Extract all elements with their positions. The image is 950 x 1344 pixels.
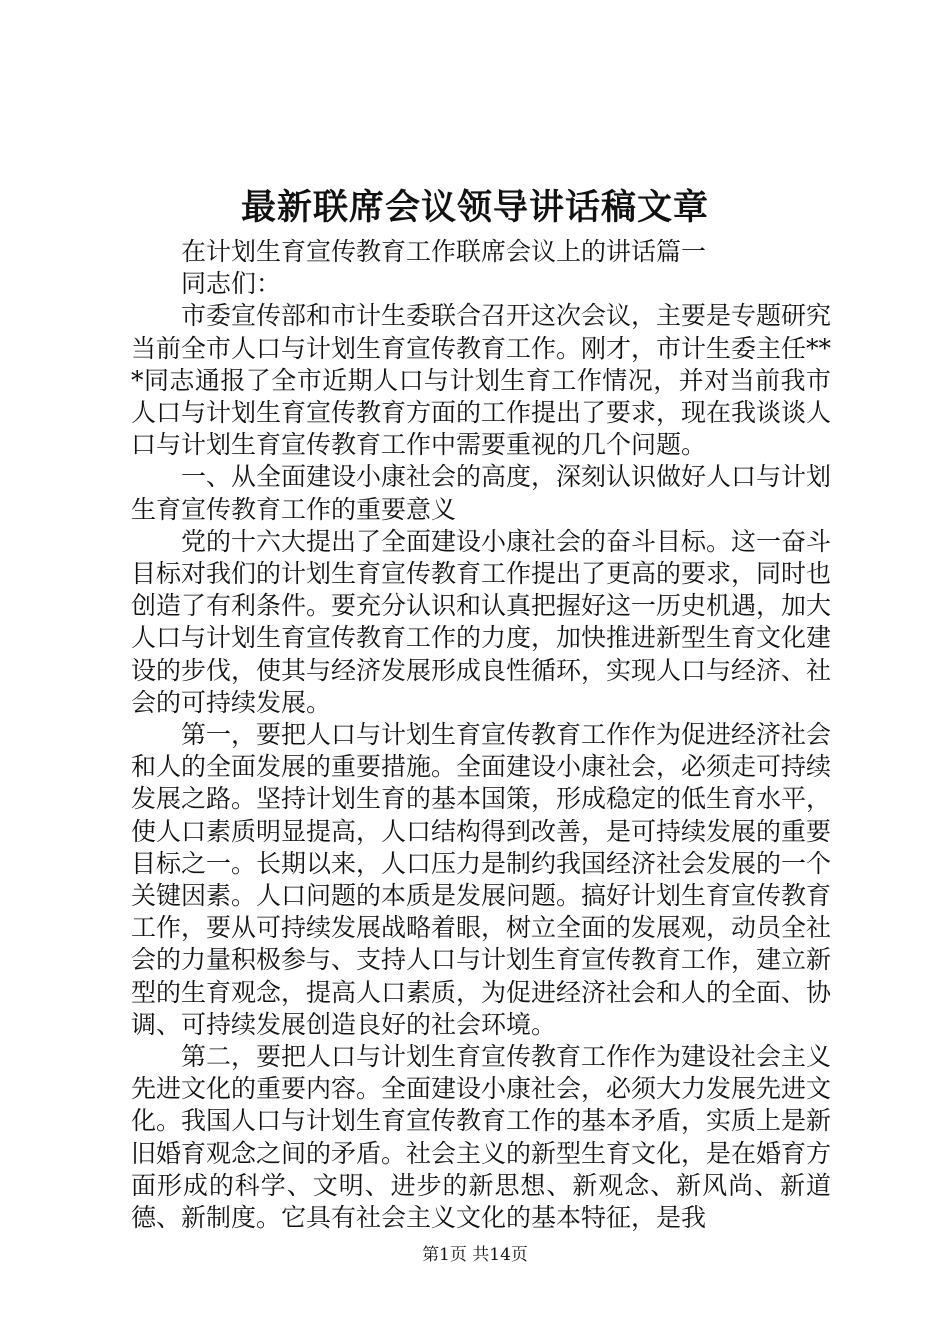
paragraph-point-two: 第二，要把人口与计划生育宣传教育工作作为建设社会主义先进文化的重要内容。全面建设小康社会，必须大力发展先进文化。我国人口与计划生育宣传教育工作的基本矛盾，实质上是新旧婚育观念之间的矛盾。社会主义的新型生育文化，是在婚育方面形成的科学、文明、进步的新思想、新观念、新风尚、新道德、新制度。它具有社会主义文化的基本特征，是我 xyxy=(131,1042,832,1233)
paragraph-section-heading: 一、从全面建设小康社会的高度，深刻认识做好人口与计划生育宣传教育工作的重要意义 xyxy=(131,462,832,524)
paragraph-goal: 党的十六大提出了全面建设小康社会的奋斗目标。这一奋斗目标对我们的计划生育宣传教育工作提出了更高的要求，同时也创造了有利条件。要充分认识和认真把握好这一历史机遇，加大人口与计划生育宣传教育工作的力度，加快推进新型生育文化建设的步伐，使其与经济发展形成良性循环，实现人口与经济、社会的可持续发展。 xyxy=(131,526,832,717)
paragraph-intro: 市委宣传部和市计生委联合召开这次会议，主要是专题研究当前全市人口与计划生育宣传教育工作。刚才，市计生委主任***同志通报了全市近期人口与计划生育工作情况，并对当前我市人口与计划生育宣传教育方面的工作提出了要求，现在我谈谈人口与计划生育宣传教育工作中需要重视的几个问题。 xyxy=(131,301,832,460)
document-title: 最新联席会议领导讲话稿文章 xyxy=(240,187,709,228)
paragraph-subtitle: 在计划生育宣传教育工作联席会议上的讲话篇一 xyxy=(181,237,707,266)
document-body xyxy=(131,236,831,1234)
paragraph-point-one: 第一，要把人口与计划生育宣传教育工作作为促进经济社会和人的全面发展的重要措施。全面建设小康社会，必须走可持续发展之路。坚持计划生育的基本国策，形成稳定的低生育水平，使人口素质明显提高，人口结构得到改善，是可持续发展的重要目标之一。长期以来，人口压力是制约我国经济社会发展的一个关键因素。人口问题的本质是发展问题。搞好计划生育宣传教育工作，要从可持续发展战略着眼，树立全面的发展观，动员全社会的力量积极参与、支持人口与计划生育宣传教育工作，建立新型的生育观念，提高人口素质，为促进经济社会和人的全面、协调、可持续发展创造良好的社会环境。 xyxy=(131,720,832,1039)
paragraph-salutation: 同志们： xyxy=(181,269,282,299)
page-number-footer: 第1页 共14页 xyxy=(422,1245,528,1265)
